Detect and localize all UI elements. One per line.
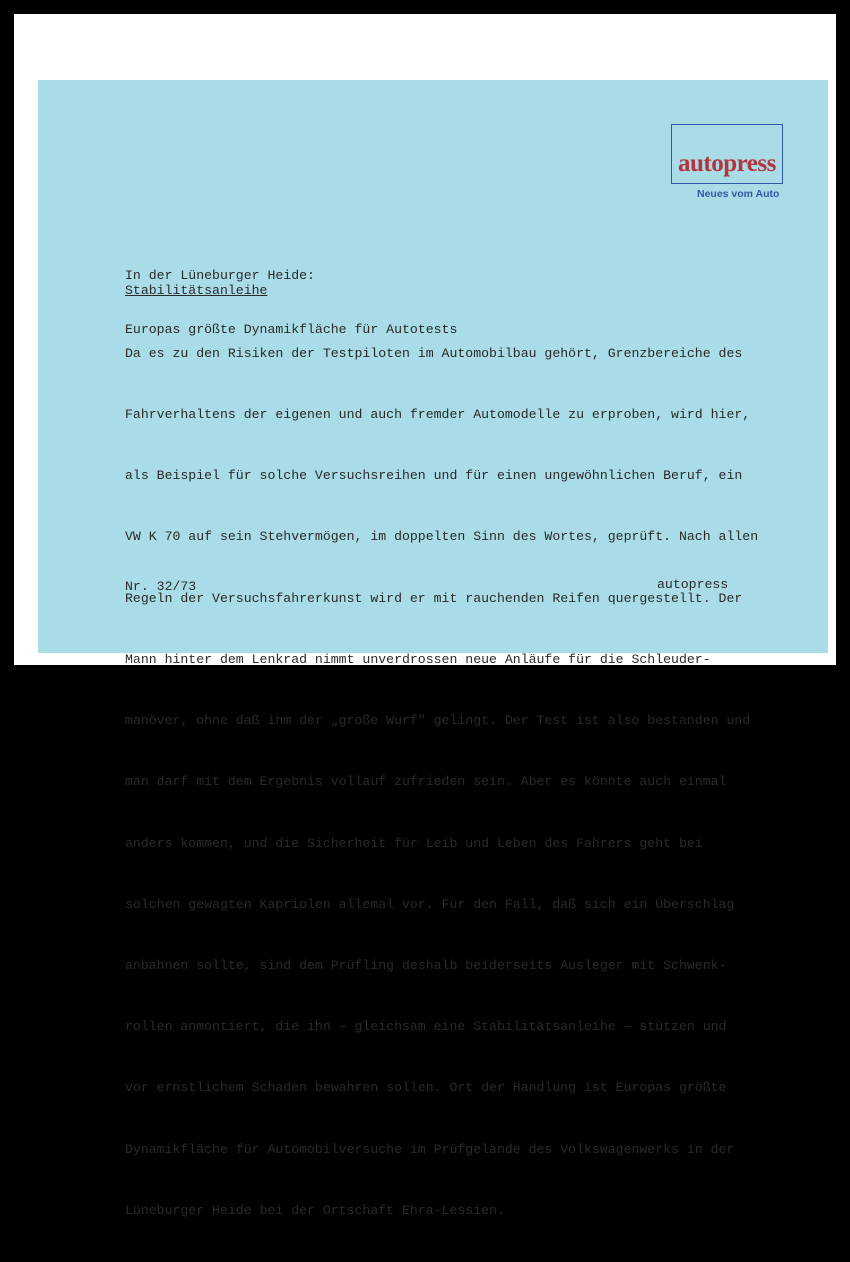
body-line: man darf mit dem Ergebnis vollauf zufrieden sein. Aber es könnte auch einmal <box>125 774 727 790</box>
headline-line-2: Europas größte Dynamikfläche für Autotests <box>125 322 458 337</box>
body-line: Da es zu den Risiken der Testpiloten im Automobilbau gehört, Grenzbereiche des <box>125 345 743 361</box>
body-line: als Beispiel für solche Versuchsreihen und für einen ungewöhnlichen Beruf, ein <box>125 468 743 484</box>
body-line: Fahrverhaltens der eigenen und auch fremder Automodelle zu erproben, wird hier, <box>125 407 751 423</box>
body-line: VW K 70 auf sein Stehvermögen, im doppelten Sinn des Wortes, geprüft. Nach allen <box>125 529 759 545</box>
autopress-logo <box>671 124 783 184</box>
body-line: vor ernstlichem Schaden bewahren sollen. Ort der Handlung ist Europas größte <box>125 1080 727 1096</box>
body-line: anders kommen, und die Sicherheit für Leib und Leben des Fahrers geht bei <box>125 835 703 851</box>
body-line: Lüneburger Heide bei der Ortschaft Ehra-Lessien. <box>125 1202 505 1218</box>
body-line: Regeln der Versuchsfahrerkunst wird er mit rauchenden Reifen quergestellt. Der <box>125 590 743 606</box>
body-line: Mann hinter dem Lenkrad nimmt unverdrossen neue Anläufe für die Schleuder- <box>125 651 711 667</box>
logo-tagline: Neues vom Auto <box>697 188 780 200</box>
logo-wordmark: autopress <box>678 150 776 177</box>
reference-number: Nr. 32/73 <box>125 579 197 594</box>
subheading: Stabilitätsanleihe <box>125 283 268 298</box>
body-line: solchen gewagten Kapriolen allemal vor. Für den Fall, daß sich ein Überschlag <box>125 896 735 912</box>
body-text <box>125 303 758 1262</box>
body-line: anbahnen sollte, sind dem Prüfling deshalb beiderseits Ausleger mit Schwenk- <box>125 958 727 973</box>
body-line: Dynamikfläche für Automobilversuche im Prüfgelände des Volkswagenwerks in der <box>125 1141 735 1157</box>
headline-line-1: In der Lüneburger Heide: <box>125 268 315 283</box>
press-release-sheet <box>38 80 828 1218</box>
body-line: rollen anmontiert, die ihn – gleichsam eine Stabilitätsanleihe – stützen und <box>125 1019 727 1035</box>
signoff: autopress <box>657 577 729 592</box>
body-line: manöver, ohne daß ihm der „große Wurf" gelingt. Der Test ist also bestanden und <box>125 713 751 729</box>
